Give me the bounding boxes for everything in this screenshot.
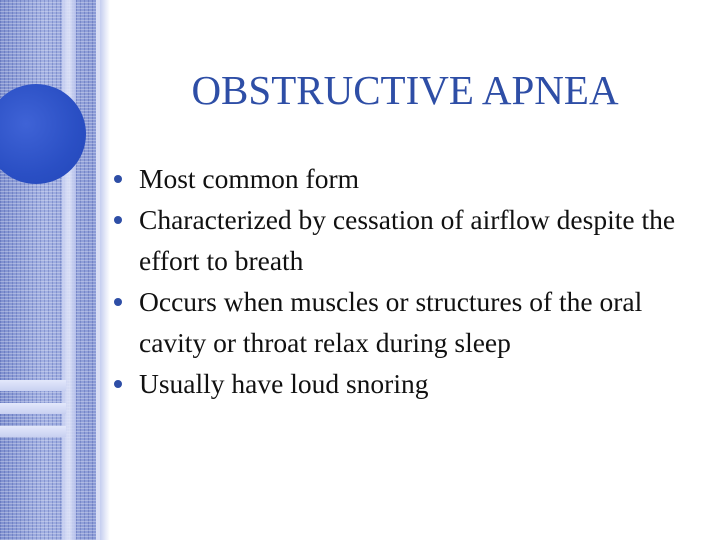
bullet-item (112, 281, 692, 363)
bullet-icon (114, 298, 122, 306)
bullet-icon (114, 380, 122, 388)
bullet-icon (114, 216, 122, 224)
bullet-text: Characterized by cessation of airflow despite the effort to breath (139, 204, 676, 276)
decorative-horizontal-bar (0, 426, 66, 437)
bullet-icon (114, 175, 122, 183)
decorative-band-edge (100, 0, 110, 540)
decorative-horizontal-bar (0, 403, 66, 414)
slide-title: OBSTRUCTIVE APNEA (191, 67, 619, 113)
bullet-item (112, 199, 692, 281)
decorative-side-band (0, 0, 100, 540)
bullet-text: Most common form (139, 163, 359, 194)
bullet-list (112, 158, 692, 404)
decorative-horizontal-bar (0, 380, 66, 391)
bullet-item (112, 158, 692, 199)
bullet-text: Occurs when muscles or structures of the oral cavity or throat relax during sleep (139, 286, 643, 358)
bullet-item (112, 363, 692, 404)
bullet-text: Usually have loud snoring (139, 368, 429, 399)
decorative-vertical-stripe (62, 0, 76, 540)
